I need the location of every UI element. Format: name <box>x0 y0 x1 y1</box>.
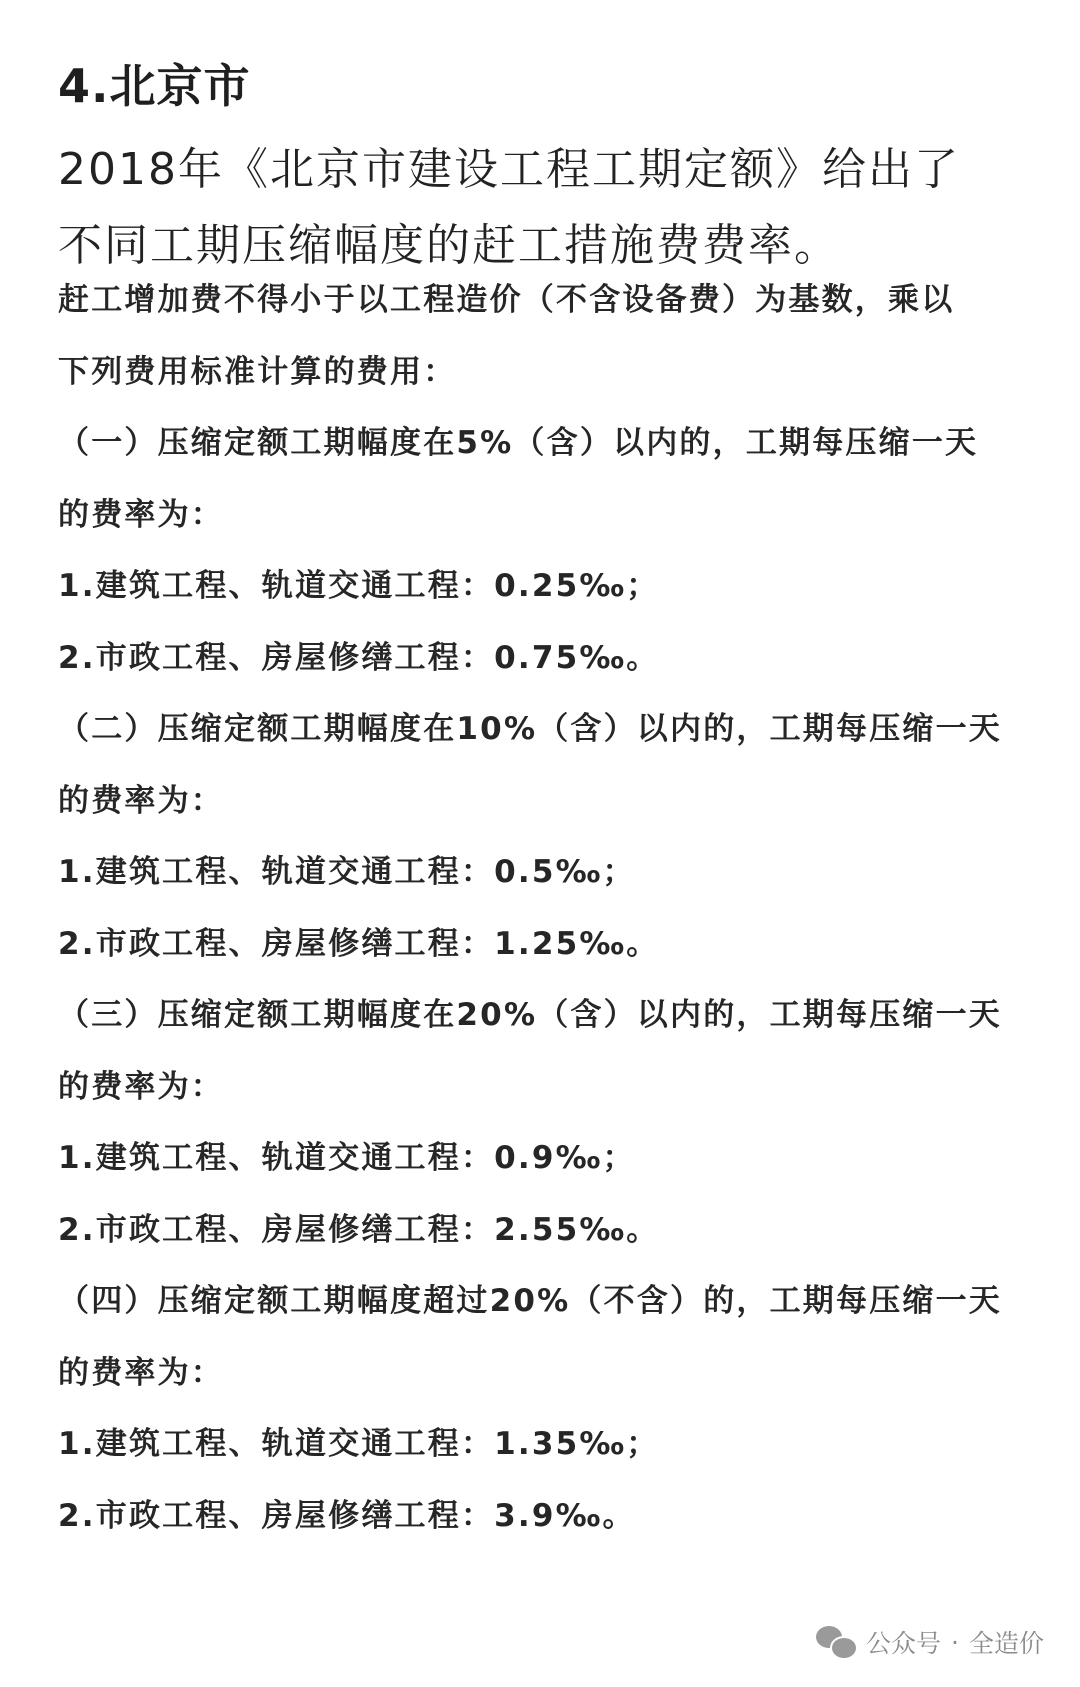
body-line: 2.市政工程、房屋修缮工程：2.55‰。 <box>58 1212 660 1248</box>
body-line: 下列费用标准计算的费用： <box>58 354 457 390</box>
body-line: （三）压缩定额工期幅度在20%（含）以内的，工期每压缩一天 <box>58 997 1002 1033</box>
wechat-icon <box>816 1626 856 1658</box>
body-line: 2.市政工程、房屋修缮工程：0.75‰。 <box>58 640 660 676</box>
intro-paragraph <box>58 132 1038 284</box>
body-line: （二）压缩定额工期幅度在10%（含）以内的，工期每压缩一天 <box>58 711 1002 747</box>
intro-line: 2018年《北京市建设工程工期定额》给出了 <box>58 144 960 195</box>
body-line: 1.建筑工程、轨道交通工程：1.35‰； <box>58 1426 660 1462</box>
body-line: 的费率为： <box>58 1355 224 1391</box>
section-heading: 4.北京市 <box>58 59 251 113</box>
watermark-account: 全造价 <box>968 1629 1044 1658</box>
body-line: 2.市政工程、房屋修缮工程：3.9‰。 <box>58 1498 636 1534</box>
body-line: 的费率为： <box>58 783 224 819</box>
body-line: （一）压缩定额工期幅度在5%（含）以内的，工期每压缩一天 <box>58 425 979 461</box>
body-line: 1.建筑工程、轨道交通工程：0.9‰； <box>58 1140 636 1176</box>
intro-line: 不同工期压缩幅度的赶工措施费费率。 <box>58 220 840 271</box>
watermark-separator: · <box>951 1627 959 1657</box>
wechat-watermark <box>816 1622 1044 1662</box>
body-line: 的费率为： <box>58 497 224 533</box>
body-line: 1.建筑工程、轨道交通工程：0.5‰； <box>58 854 636 890</box>
body-line: 的费率为： <box>58 1069 224 1105</box>
body-line: （四）压缩定额工期幅度超过20%（不含）的，工期每压缩一天 <box>58 1283 1002 1319</box>
body-line: 2.市政工程、房屋修缮工程：1.25‰。 <box>58 926 660 962</box>
watermark-label: 公众号 <box>866 1629 942 1658</box>
body-line: 赶工增加费不得小于以工程造价（不含设备费）为基数，乘以 <box>58 282 955 318</box>
body-line: 1.建筑工程、轨道交通工程：0.25‰； <box>58 568 660 604</box>
